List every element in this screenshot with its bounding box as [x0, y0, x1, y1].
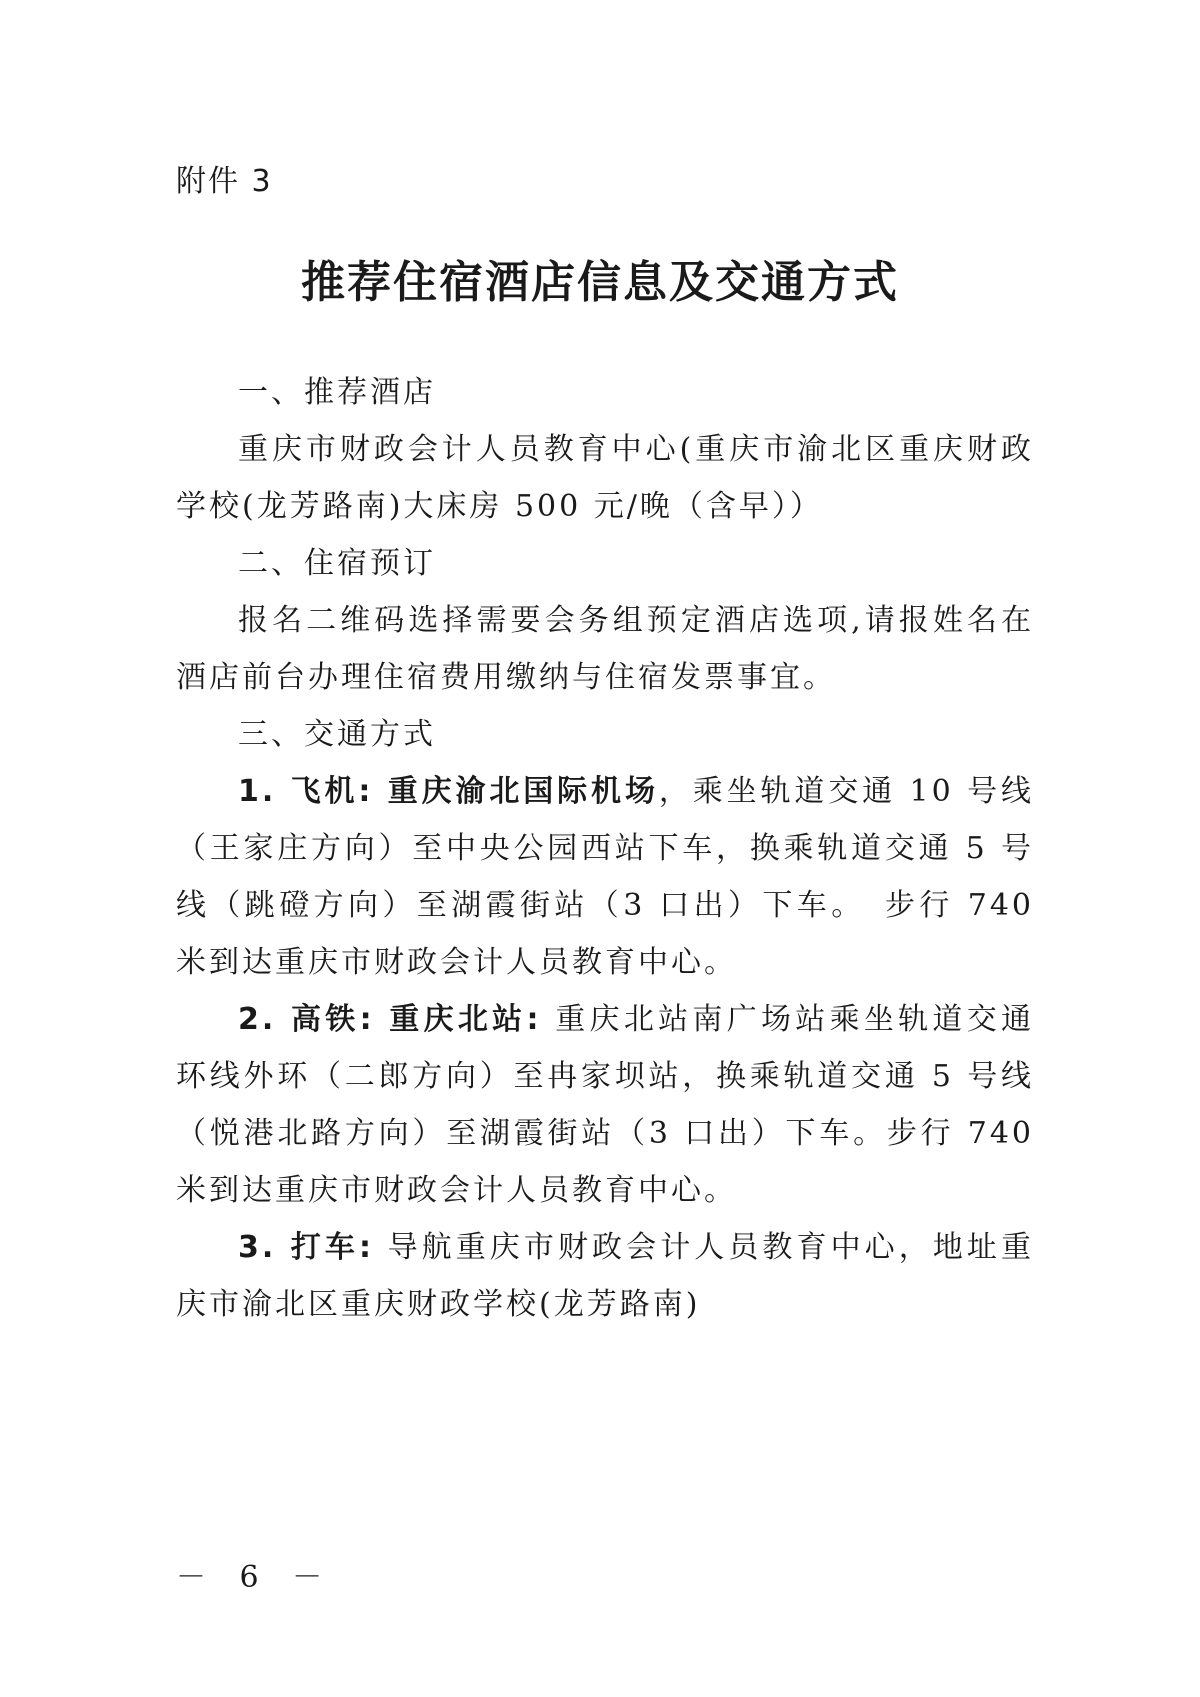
transport-train-text: 重庆北站南广场站乘坐轨道交通环线外环（二郎方向）至冉家坝站，换乘轨道交通 5 号线（悦港北路方向）至湖霞街站（3 口出）下车。步行 740 米到达重庆市财政会计人员教育中心。	[176, 1002, 1034, 1208]
section-heading-booking: 二、住宿预订	[238, 546, 436, 581]
attachment-label: 附件 3	[176, 164, 273, 199]
hotel-paragraph: 重庆市财政会计人员教育中心(重庆市渝北区重庆财政学校(龙芳路南)大床房 500 元/晚（含早））	[176, 432, 1034, 524]
booking-paragraph: 报名二维码选择需要会务组预定酒店选项,请报姓名在酒店前台办理住宿费用缴纳与住宿发票事宜。	[176, 603, 1034, 695]
transport-taxi-lead: 3. 打车:	[238, 1230, 374, 1265]
page-number: － 6 －	[176, 1560, 335, 1595]
transport-item-taxi	[176, 1219, 1034, 1333]
section-heading-transport: 三、交通方式	[238, 717, 436, 752]
document-body	[176, 364, 1034, 1333]
document-title: 推荐住宿酒店信息及交通方式	[301, 257, 899, 308]
transport-taxi-text: 导航重庆市财政会计人员教育中心，地址重庆市渝北区重庆财政学校(龙芳路南)	[176, 1230, 1034, 1322]
transport-train-lead: 2. 高铁: 重庆北站:	[238, 1002, 542, 1037]
transport-item-plane	[176, 763, 1034, 991]
transport-item-train	[176, 991, 1034, 1219]
transport-plane-text: ，乘坐轨道交通 10 号线（王家庄方向）至中央公园西站下车，换乘轨道交通 5 号线（跳磴方向）至湖霞街站（3 口出）下车。 步行 740 米到达重庆市财政会计人员教育中心。	[176, 774, 1034, 980]
transport-plane-lead: 1. 飞机: 重庆渝北国际机场	[238, 774, 659, 809]
section-heading-hotel: 一、推荐酒店	[238, 375, 436, 410]
